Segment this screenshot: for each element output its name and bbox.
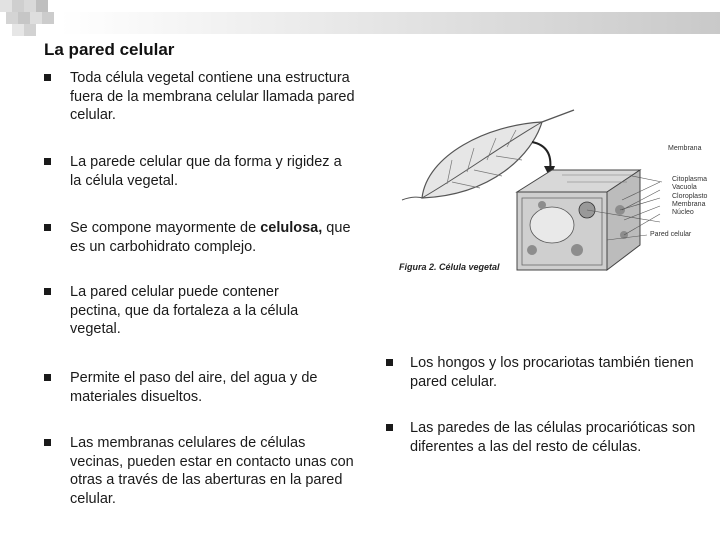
square-bullet-icon bbox=[44, 158, 51, 165]
checker-cell bbox=[12, 0, 24, 12]
checker-cell bbox=[36, 0, 48, 12]
bullet-text: Las membranas celulares de células vecinas, pueden estar en contacto unas con otras a través de las aberturas en la pared celular. bbox=[70, 435, 354, 507]
checker-cell bbox=[6, 12, 18, 24]
checker-cell bbox=[24, 24, 36, 36]
bullet-text: Los hongos y los procariotas también tienen pared celular. bbox=[410, 355, 694, 390]
checker-cell bbox=[30, 12, 42, 24]
checker-cell bbox=[42, 12, 54, 24]
plant-cell-illustration bbox=[392, 100, 714, 280]
gradient-bar bbox=[60, 12, 720, 34]
bullet-text: Toda célula vegetal contiene una estructura fuera de la membrana celular llamada pared celular. bbox=[70, 70, 355, 123]
plant-cell-figure bbox=[392, 100, 714, 280]
bullet-text: Las paredes de las células procarióticas son diferentes a las del resto de células. bbox=[410, 420, 696, 455]
cell-block bbox=[517, 170, 640, 270]
square-bullet-icon bbox=[44, 288, 51, 295]
bullet-text: Permite el paso del aire, del agua y de materiales disueltos. bbox=[70, 370, 318, 405]
figure-label: Núcleo bbox=[672, 209, 694, 216]
square-bullet-icon bbox=[44, 439, 51, 446]
slide-title: La pared celular bbox=[44, 40, 175, 59]
bullet-item bbox=[44, 219, 356, 256]
figure-label: Membrana bbox=[672, 201, 706, 208]
checker-cell bbox=[24, 0, 36, 12]
square-bullet-icon bbox=[386, 424, 393, 431]
figure-label: Citoplasma bbox=[672, 176, 708, 183]
bullet-item bbox=[386, 419, 702, 456]
square-bullet-icon bbox=[44, 374, 51, 381]
top-decoration bbox=[0, 0, 720, 36]
bullet-text: La pared celular puede contener pectina, que da fortaleza a la célula vegetal. bbox=[70, 284, 299, 337]
bullet-item bbox=[44, 153, 356, 190]
bullet-item bbox=[44, 434, 362, 508]
figure-label: Pared celular bbox=[650, 231, 692, 238]
checker-cell bbox=[0, 0, 12, 12]
bullet-item bbox=[44, 369, 356, 406]
bullet-item bbox=[44, 283, 356, 339]
square-bullet-icon bbox=[44, 74, 51, 81]
figure-label: Cloroplasto bbox=[672, 193, 708, 200]
bullet-text: La parede celular que da forma y rigidez a la célula vegetal. bbox=[70, 154, 342, 189]
checker-cell bbox=[18, 12, 30, 24]
bullet-item bbox=[386, 354, 702, 391]
figure-label: Membrana bbox=[668, 145, 702, 152]
figure-caption: Figura 2. Célula vegetal bbox=[399, 262, 500, 272]
checker-cell bbox=[12, 24, 24, 36]
bullet-text: Se compone mayormente de celulosa, que es un carbohidrato complejo. bbox=[70, 220, 351, 255]
figure-label: Vacuola bbox=[672, 184, 697, 191]
bullet-item bbox=[44, 69, 356, 125]
square-bullet-icon bbox=[386, 359, 393, 366]
square-bullet-icon bbox=[44, 224, 51, 231]
